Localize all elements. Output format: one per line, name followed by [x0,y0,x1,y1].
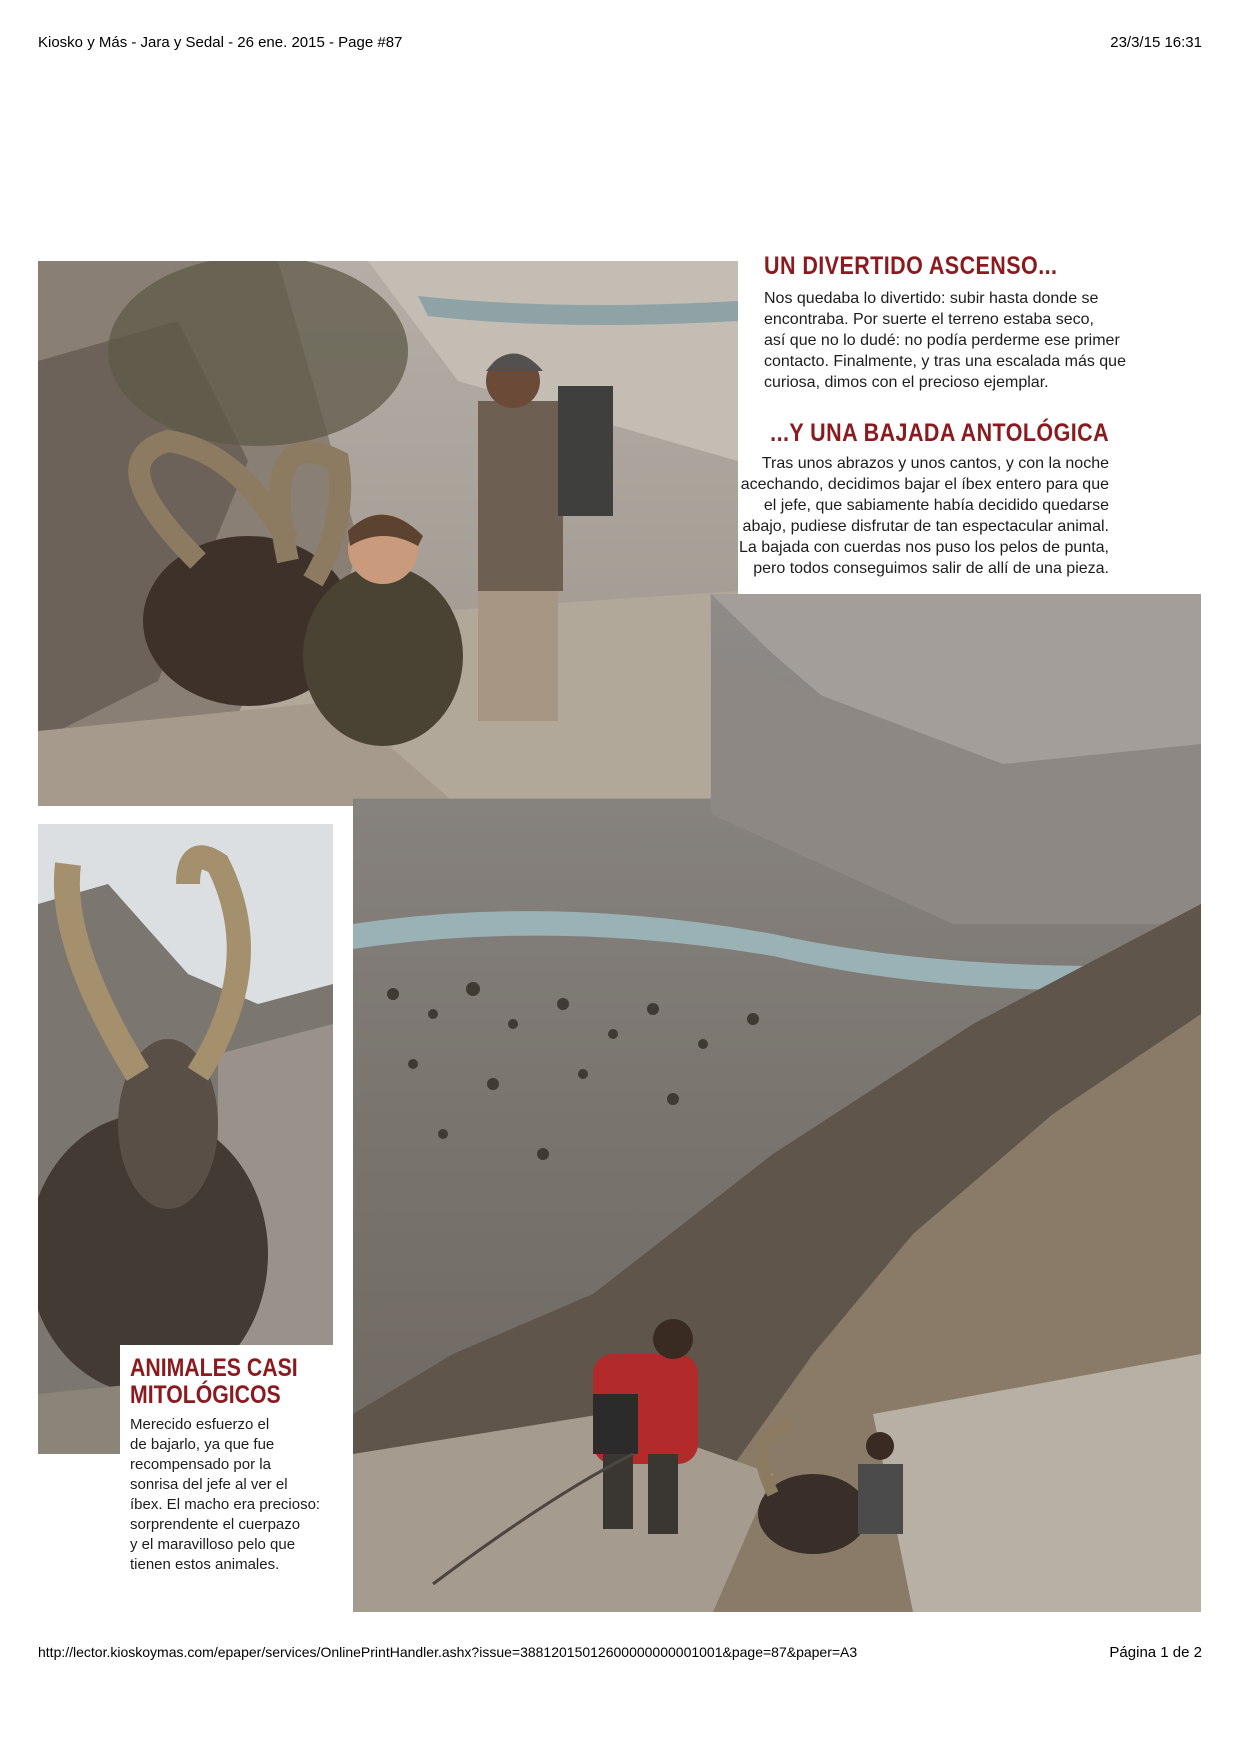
text-line: de bajarlo, ya que fue [130,1436,275,1453]
caption-body [130,1415,320,1575]
print-footer-page: Página 1 de 2 [1109,1644,1202,1661]
text-line: curiosa, dimos con el precioso ejemplar. [764,374,1049,391]
print-header-title: Kiosko y Más - Jara y Sedal - 26 ene. 2015 - Page #87 [38,34,403,51]
caption-title [130,1355,298,1409]
text-line: abajo, pudiese disfrutar de tan espectacular animal. [742,518,1109,535]
text-line: Merecido esfuerzo el [130,1416,270,1433]
text-line: íbex. El macho era precioso: [130,1496,321,1513]
text-line: sonrisa del jefe al ver el [130,1476,288,1493]
text-line: recompensado por la [130,1456,271,1473]
section-body-ascent [764,288,1126,393]
print-footer-url: http://lector.kioskoymas.com/epaper/services/OnlinePrintHandler.ashx?issue=38812015012600000000001001&page=87&paper=A3 [38,1644,858,1660]
caption-title-line: MITOLÓGICOS [130,1381,281,1409]
section-title-descent: ...Y UNA BAJADA ANTOLÓGICA [770,419,1109,447]
text-line: encontraba. Por suerte el terreno estaba seco, [764,311,1094,328]
text-line: Tras unos abrazos y unos cantos, y con la noche [761,455,1109,472]
photo-hunters-with-ibex [38,261,738,806]
text-line: La bajada con cuerdas nos puso los pelos de punta, [738,539,1109,556]
text-line: tienen estos animales. [130,1556,280,1573]
caption-box [120,1345,345,1617]
text-line: sorprendente el cuerpazo [130,1516,301,1533]
text-line: contacto. Finalmente, y tras una escalada más que [764,353,1126,370]
text-line: así que no lo dudé: no podía perderme ese primer [764,332,1120,349]
section-title-ascent: UN DIVERTIDO ASCENSO... [764,252,1058,280]
text-line: el jefe, que sabiamente había decidido quedarse [763,497,1109,514]
section-body-descent [739,453,1109,579]
text-line: pero todos conseguimos salir de allí de una pieza. [753,560,1109,577]
print-header-datetime: 23/3/15 16:31 [1110,34,1202,51]
text-line: y el maravilloso pelo que [130,1536,296,1553]
caption-title-line: ANIMALES CASI [130,1354,298,1382]
text-line: Nos quedaba lo divertido: subir hasta donde se [764,290,1099,307]
text-line: acechando, decidimos bajar el íbex entero para que [740,476,1109,493]
